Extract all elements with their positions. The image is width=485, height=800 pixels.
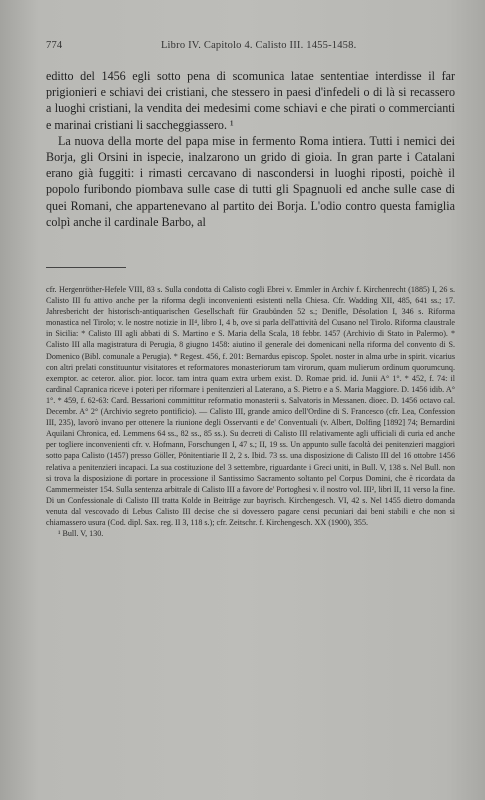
footnote-1: ¹ Bull. V, 130. [58,529,104,539]
footnotes [46,284,455,539]
footnote-divider [46,267,126,268]
page-number: 774 [46,40,63,51]
footnote-continuation: cfr. Hergenröther-Hefele VIII, 83 s. Sulla condotta di Calisto cogli Ebrei v. Emmler in Archiv f. Kirchenrecht (1885) I, 26 s. Calisto III fu attivo anche per la riforma degli inconvenienti esistenti nella Chiesa. Cfr. Wadding XII, 485, 641 ss.; 17. Jahresbericht der historisch-antiquarischen Gesellschaft für Graubünden 52 s.; Denifle, Désolation I, 346 s. Riforma monastica nel Tirolo; v. le nostre notizie in II⁴, libro I, 4 b, ove si parla dell'attività del Cusano nel Tirolo. Riforma claustrale in Sicilia: * Calisto III agli abbati di S. Martino e S. Maria della Scala, 18 febbr. 1457 (Archivio di Stato in Palermo). * Calisto III alla magistratura di Perugia, 8 giugno 1458: aiutino il generale dei domenicani nella riforma del convento di S. Domenico (Bibl. comunale a Perugia). * Regest. 456, f. 201: Bernardus episcop. Spolet. noster in alma urbe in spirit. vicarius con altri prelati constituuntur visitatores et reformatores monasteriorum tam virorum, quam mulierum ordinum quorumcunq. exemptor. ac ceteror. alior. pior. locor. tam intra quam extra urbem exist. D. Romae prid. id. Junii A° 1°. * 452, f. 74: il cardinal Capranica riceve i poteri per riformare i penitenzieri al Laterano, a S. Pietro e a S. Maria Maggiore. D. 1456 idib. A° 1°. * 459, f. 62-63: Card. Bessarioni committitur reformatio monasterii s. Salvatoris in Messanen. dioec. D. 1456 octavo cal. Decembr. A° 2° (Archivio segreto pontificio). — Calisto III, grande amico dell'Ordine di S. Francesco (cfr. Lea, Confession III, 235), lavorò invano per ottenere la riunione degli Osservanti e de' Conventuali (v. Albert, Dolfing [1892] 74; Bernardini Aquilani Chronica, ed. Lemmens 64 ss., 82 ss., 85 ss.). Su decreti di Calisto III relativamente agli ufficiali di curia ed anche per togliere inconvenienti cfr. v. Hofmann, Forschungen I, 47 s.; II, 19 ss. Un appunto sulle facoltà dei penitenzieri maggiori sotto papa Calisto (1457) presso Göller, Pönitentiarie II 2, 2 s. Ibid. 73 ss. una disposizione di Calisto III del 16 ottobre 1456 relativa a penitenzieri incapaci. La sua costituzione del 3 settembre, riguardante i Greci uniti, in Bull. V, 138 s. Nel Bull. non si trova la disposizione di portare in processione il Santissimo Sacramento soltanto pel Corpus Domini, che è ricordata da Cammermeister 154. Sulla sentenza arbitrale di Calisto III a favore de' Portoghesi v. il nostro vol. III², libri II, 11 verso la fine. Di un Confessionale di Calisto III tratta Kolde in Beiträge zur bayrisch. Kirchengesch. VI, 42 s. Nel 1455 dietro domanda venuta dal vescovado di Lebus Calisto III decise che si dovessero pagare censi pecuniari dai beni stabili e che non si chiamassero usura (Cod. dipl. Sax. reg. II 3, 118 s.); cfr. Zeitschr. f. Kirchengesch. XX (1900), 355. [46,285,455,527]
paragraph: La nuova della morte del papa mise in fermento Roma intiera. Tutti i nemici dei Borja, gli Orsini in ispecie, inalzarono un grido di gioia. In gran parte i Catalani erano già fuggiti: i rimasti cercavano di nascondersi in luoghi riposti, poichè il popolo furibondo piombava sulle case di tutti gli Spagnuoli ed anche sulle case di quei Romani, che appartenevano al partito dei Borja. L'odio contro questa famiglia colpì anche il cardinale Barbo, al [46,133,455,229]
page-header [46,40,455,51]
running-title: Libro IV. Capitolo 4. Calisto III. 1455-1458. [160,40,357,51]
main-text [46,68,455,230]
paragraph: editto del 1456 egli sotto pena di scomunica latae sententiae interdisse il far prigionieri e schiavi dei cristiani, che stessero in paesi d'infedeli o di là si recassero a luoghi cristiani, la vendita dei medesimi come schiavi e che pirati o commercianti e marinai cristiani li saccheggiassero. ¹ [46,69,455,132]
